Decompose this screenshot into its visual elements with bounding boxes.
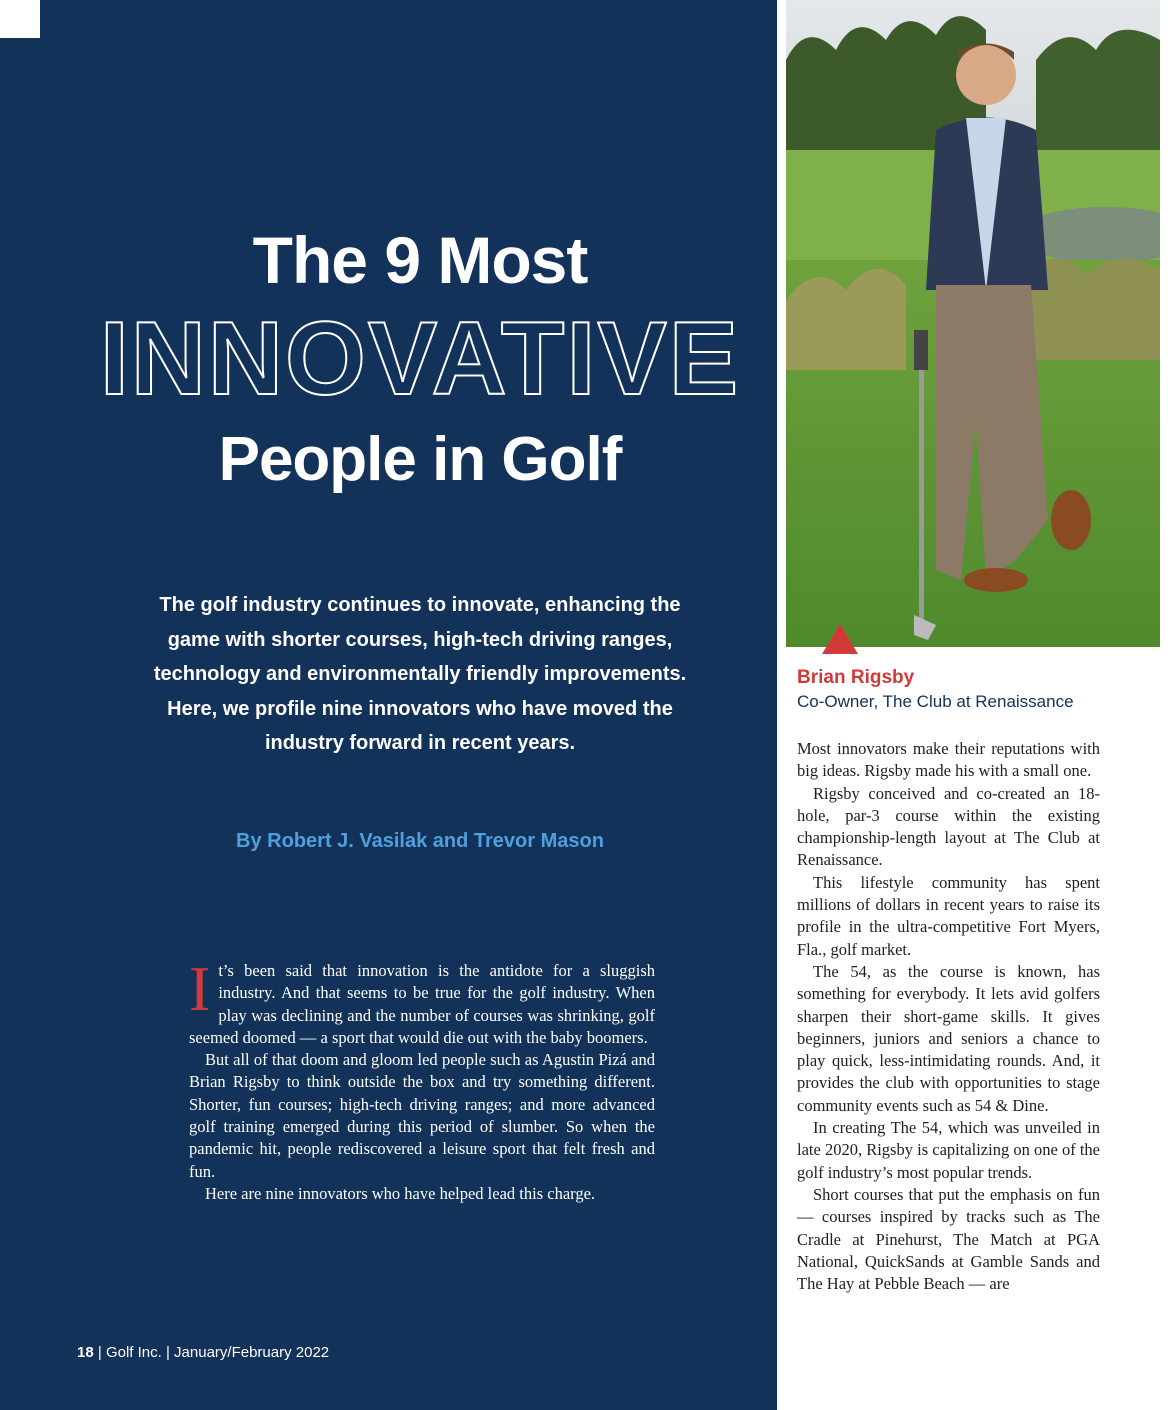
page-number: 18: [77, 1344, 94, 1361]
profile-paragraph: The 54, as the course is known, has something for everybody. It lets avid golfers sharpen their short-game skills. It gives beginners, juniors and seniors a chance to play quick, less-intimidating rounds. And, it provides the club with opportunities to stage community events such as 54 & Dine.: [797, 961, 1100, 1115]
folio-separator: |: [165, 1344, 175, 1361]
profile-body: [797, 738, 1100, 1295]
folio: [77, 1344, 329, 1361]
publication-name: Golf Inc.: [105, 1344, 162, 1361]
profile-paragraph: Short courses that put the emphasis on fun — courses inspired by tracks such as The Cradle at Pinehurst, The Match at PGA National, QuickSands at Gamble Sands and The Hay at Pebble Beach — are: [797, 1184, 1100, 1294]
profile-photo: [786, 0, 1160, 647]
folio-separator: |: [97, 1344, 106, 1361]
intro-paragraph-2: But all of that doom and gloom led people such as Agustin Pizá and Brian Rigsby to think outside the box and try something different. Shorter, fun courses; high-tech driving ranges; and more advanced golf training emerged during this period of slumber. So when the pandemic hit, people rediscovered a leisure sport that felt fresh and fun.: [189, 1050, 655, 1181]
title-line-1: The 9 Most: [252, 223, 588, 297]
profile-name: Brian Rigsby: [797, 667, 915, 688]
profile-paragraph: Most innovators make their reputations with big ideas. Rigsby made his with a small one.: [797, 739, 1100, 781]
intro-text: [189, 953, 655, 1205]
photo-edge: [1160, 628, 1174, 647]
profile-paragraph: In creating The 54, which was unveiled in late 2020, Rigsby is capitalizing on one of the golf industry’s most popular trends.: [797, 1118, 1100, 1182]
caption-pointer: [822, 624, 858, 654]
corner-tab: [0, 0, 40, 38]
drop-cap: I: [189, 953, 211, 1024]
byline: By Robert J. Vasilak and Trevor Mason: [236, 830, 604, 852]
article-dek: The golf industry continues to innovate, enhancing the game with shorter courses, high-tech driving ranges, technology and environmentally friendly improvements. Here, we profile nine innovators who have moved the industry forward in recent years.: [153, 594, 687, 754]
intro-paragraph-1-text: t’s been said that innovation is the antidote for a sluggish industry. And that seems to be true for the golf industry. When play was declining and the number of courses was shrinking, golf seemed doomed — a sport that would die out with the baby boomers.: [189, 961, 655, 1047]
profile-paragraph: Rigsby conceived and co-created an 18-hole, par-3 course within the existing championship-length layout at The Club at Renaissance.: [797, 783, 1100, 870]
intro-paragraph-1: [189, 953, 655, 1049]
profile-role: Co-Owner, The Club at Renaissance: [797, 692, 1074, 711]
profile-paragraph: This lifestyle community has spent millions of dollars in recent years to raise its profile in the ultra-competitive Fort Myers, Fla., golf market.: [797, 872, 1100, 959]
title-line-3: People in Golf: [218, 425, 622, 494]
title-line-2-outline: INNOVATIVE: [99, 301, 741, 417]
intro-paragraph-3: Here are nine innovators who have helped lead this charge.: [205, 1183, 596, 1203]
issue-date: January/February 2022: [174, 1344, 330, 1361]
